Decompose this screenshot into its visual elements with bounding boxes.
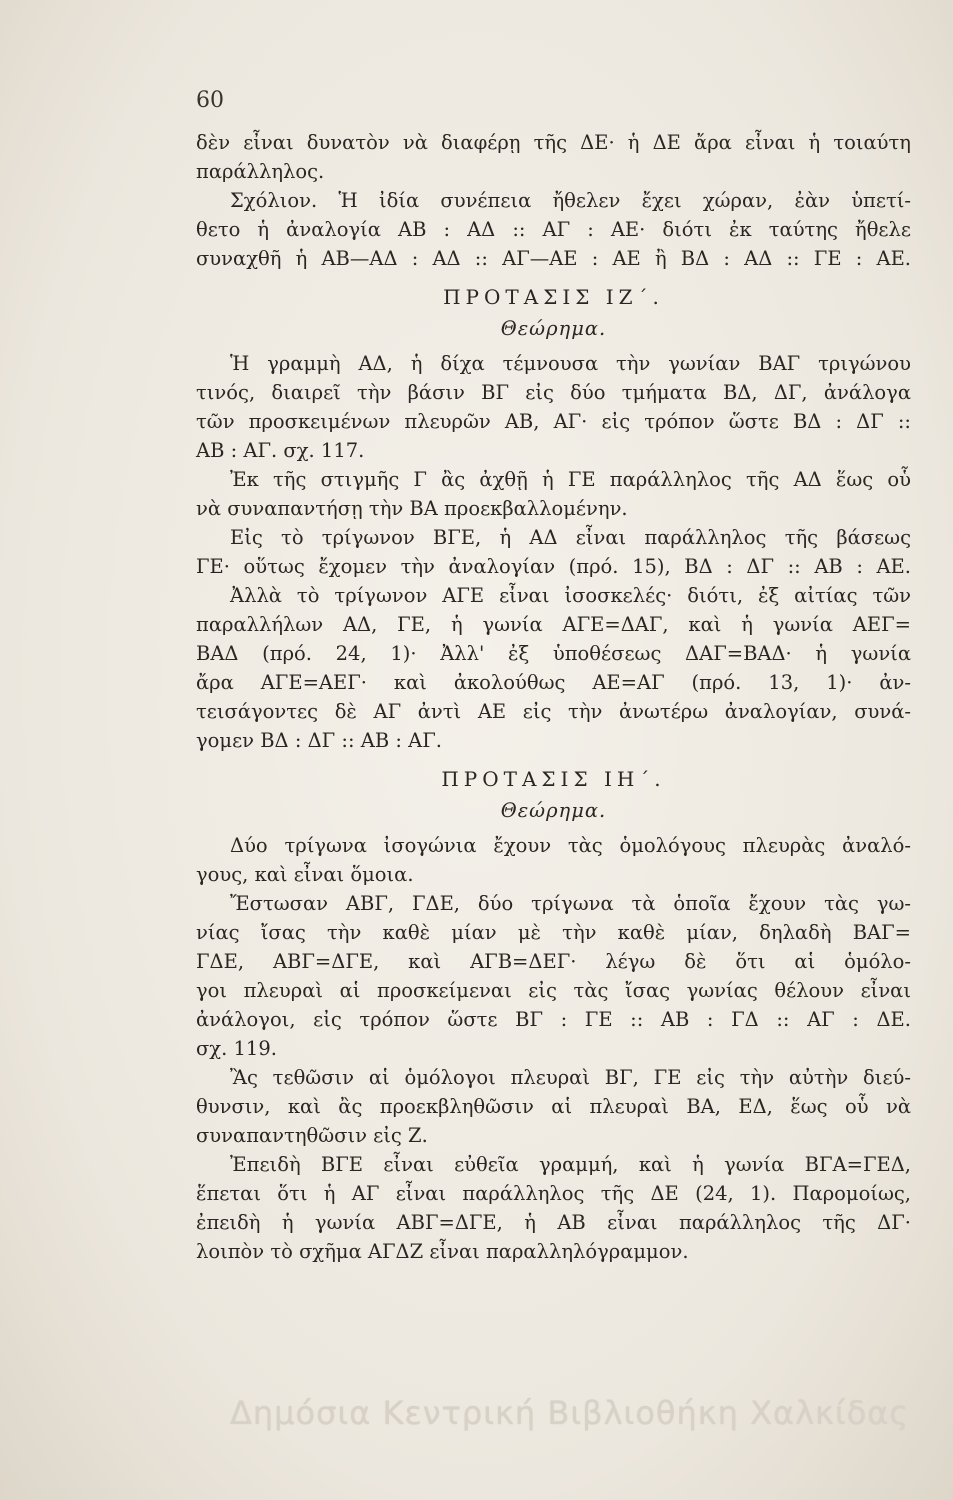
text-line: νίας ἴσας τὴν καθὲ μίαν μὲ τὴν καθὲ μίαν, δηλαδὴ ΒΑΓ= <box>196 921 911 944</box>
text-line: νὰ συναπαντήσῃ τὴν ΒΑ προεκβαλλομένην. <box>196 497 628 520</box>
text-line: γομεν ΒΔ : ΔΓ :: ΑΒ : ΑΓ. <box>196 729 442 752</box>
theorem-subheading: Θεώρημα. <box>500 799 607 822</box>
page-number: 60 <box>196 88 224 113</box>
text-line: Ἔστωσαν ΑΒΓ, ΓΔΕ, δύο τρίγωνα τὰ ὁποῖα ἔχουν τὰς γω- <box>230 892 911 915</box>
text-line: λοιπὸν τὸ σχῆμα ΑΓΔΖ εἶναι παραλληλόγραμμον. <box>196 1240 689 1263</box>
text-line: ΑΒ : ΑΓ. σχ. 117. <box>196 439 365 462</box>
text-line: γοι πλευραὶ αἱ προσκείμεναι εἰς τὰς ἴσας γωνίας θέλουν εἶναι <box>196 979 911 1002</box>
text-line: θυνσιν, καὶ ἂς προεκβληθῶσιν αἱ πλευραὶ ΒΑ, ΕΔ, ἕως οὗ νὰ <box>196 1095 911 1118</box>
text-line: Ἀλλὰ τὸ τρίγωνον ΑΓΕ εἶναι ἰσοσκελές· διότι, ἐξ αἰτίας τῶν <box>230 584 911 607</box>
text-line: συναχθῆ ἡ ΑΒ—ΑΔ : ΑΔ :: ΑΓ—ΑΕ : ΑΕ ἢ ΒΔ : ΑΔ :: ΓΕ : ΑΕ. <box>196 247 911 270</box>
text-line: δὲν εἶναι δυνατὸν νὰ διαφέρῃ τῆς ΔΕ· ἡ ΔΕ ἄρα εἶναι ἡ τοιαύτη <box>196 131 911 154</box>
text-line: Δύο τρίγωνα ἰσογώνια ἔχουν τὰς ὁμολόγους πλευρὰς ἀναλό- <box>230 834 911 857</box>
text-line: ἐπειδὴ ἡ γωνία ΑΒΓ=ΔΓΕ, ἡ ΑΒ εἶναι παράλληλος τῆς ΔΓ· <box>196 1211 911 1234</box>
text-line: τεισάγοντες δὲ ΑΓ ἀντὶ ΑΕ εἰς τὴν ἀνωτέρω ἀναλογίαν, συνά- <box>196 700 911 723</box>
text-line: παράλληλος. <box>196 160 325 183</box>
text-line: Ἂς τεθῶσιν αἱ ὁμόλογοι πλευραὶ ΒΓ, ΓΕ εἰς τὴν αὐτὴν διεύ- <box>230 1066 911 1089</box>
text-line: ΒΑΔ (πρό. 24, 1)· Ἀλλ' ἐξ ὑποθέσεως ΔΑΓ=ΒΑΔ· ἡ γωνία <box>196 642 911 665</box>
proposition-heading: ΠΡΟΤΑΣΙΣ ΙΖ΄. <box>443 285 664 309</box>
text-line: ΓΕ· οὕτως ἔχομεν τὴν ἀναλογίαν (πρό. 15), ΒΔ : ΔΓ :: ΑΒ : ΑΕ. <box>196 555 911 578</box>
text-line: Εἰς τὸ τρίγωνον ΒΓΕ, ἡ ΑΔ εἶναι παράλληλος τῆς βάσεως <box>230 526 911 549</box>
proposition-heading: ΠΡΟΤΑΣΙΣ ΙΗ΄. <box>441 767 666 791</box>
text-line: Ἡ γραμμὴ ΑΔ, ἡ δίχα τέμνουσα τὴν γωνίαν ΒΑΓ τριγώνου <box>230 352 911 375</box>
text-line: παραλλήλων ΑΔ, ΓΕ, ἡ γωνία ΑΓΕ=ΔΑΓ, καὶ ἡ γωνία ΑΕΓ= <box>196 613 911 636</box>
scholium-line: Σχόλιον. Ἡ ἰδία συνέπεια ἤθελεν ἔχει χώραν, ἐὰν ὑπετί- <box>230 189 911 212</box>
text-line: γους, καὶ εἶναι ὅμοια. <box>196 863 414 886</box>
text-line: Ἐπειδὴ ΒΓΕ εἶναι εὐθεῖα γραμμή, καὶ ἡ γωνία ΒΓΑ=ΓΕΔ, <box>230 1153 911 1176</box>
text-line: σχ. 119. <box>196 1037 277 1060</box>
page-body <box>196 128 911 1266</box>
text-line: ἄρα ΑΓΕ=ΑΕΓ· καὶ ἀκολούθως ΑΕ=ΑΓ (πρό. 13, 1)· ἀν- <box>196 671 911 694</box>
text-line: συναπαντηθῶσιν εἰς Ζ. <box>196 1124 428 1147</box>
text-line: Ἐκ τῆς στιγμῆς Γ ἂς ἀχθῇ ἡ ΓΕ παράλληλος τῆς ΑΔ ἕως οὗ <box>230 468 911 491</box>
library-watermark: Δημόσια Κεντρική Βιβλιοθήκη Χαλκίδας <box>230 1394 910 1432</box>
text-line: ἀνάλογοι, εἰς τρόπον ὥστε ΒΓ : ΓΕ :: ΑΒ : ΓΔ :: ΑΓ : ΔΕ. <box>196 1008 911 1031</box>
text-line: τινός, διαιρεῖ τὴν βάσιν ΒΓ εἰς δύο τμήματα ΒΔ, ΔΓ, ἀνάλογα <box>196 381 911 404</box>
text-line: ἕπεται ὅτι ἡ ΑΓ εἶναι παράλληλος τῆς ΔΕ (24, 1). Παρομοίως, <box>196 1182 911 1205</box>
text-line: ΓΔΕ, ΑΒΓ=ΔΓΕ, καὶ ΑΓΒ=ΔΕΓ· λέγω δὲ ὅτι αἱ ὁμόλο- <box>196 950 911 973</box>
theorem-subheading: Θεώρημα. <box>500 317 607 340</box>
text-line: θετο ἡ ἀναλογία ΑΒ : ΑΔ :: ΑΓ : ΑΕ· διότι ἐκ ταύτης ἤθελε <box>196 218 911 241</box>
text-line: τῶν προσκειμένων πλευρῶν ΑΒ, ΑΓ· εἰς τρόπον ὥστε ΒΔ : ΔΓ :: <box>196 410 911 433</box>
